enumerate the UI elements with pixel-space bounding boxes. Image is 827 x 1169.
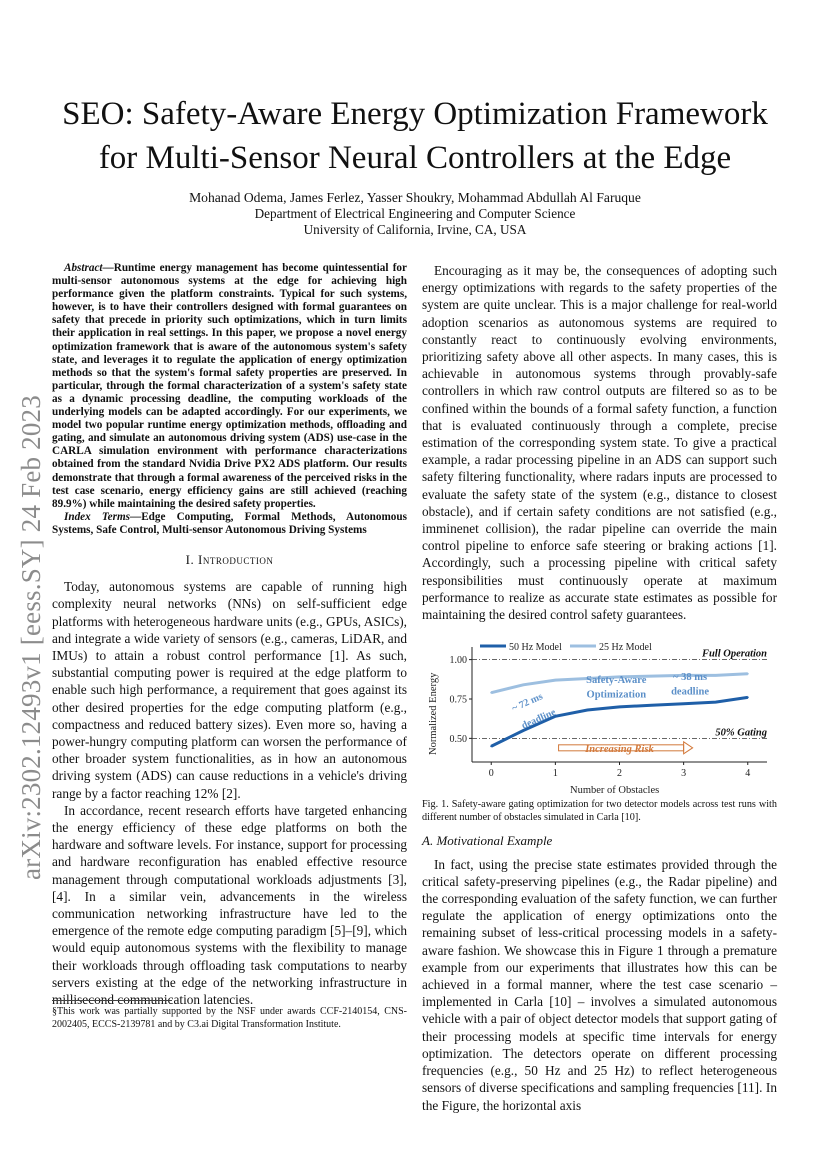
section-number: I. (185, 551, 195, 567)
abstract-text: —Runtime energy management has become quintessential for multi-sensor autonomous systems at the edge for achieving high performance given the platform constraints. Typical for such systems, however, is to have their controllers designed with formal guarantees on safety that precede in priority such optimizations, which in turn limits their application in real settings. In this paper, we propose a novel energy optimization framework that is aware of the autonomous system's safety state, and leverages it to regulate the application of energy optimization methods so that the system's formal safety properties are preserved. In particular, through the formal characterization of a system's safety state as a dynamic processing deadline, the computing workloads of the underlying models can be adapted accordingly. For our experiments, we model two popular runtime energy optimization methods, offloading and gating, and simulate an autonomous driving system (ADS) use-case in the CARLA simulation environment with performance characterizations obtained from the standard Nvidia Drive PX2 ADS platform. Our results demonstrate that through a formal awareness of the perceived risks in the test case scenario, energy efficiency gains are still achieved (reaching 89.9%) while maintaining the desired safety properties. (52, 262, 407, 510)
paper-title: SEO: Safety-Aware Energy Optimization Framework for Multi-Sensor Neural Controllers at the Edge (62, 96, 768, 176)
data-point-0-0 (490, 746, 492, 748)
footnote-rule (52, 1000, 172, 1001)
author-block (40, 190, 790, 238)
annotation-72ms-deadline: deadline (520, 707, 558, 732)
annotation-safety-aware: Safety-Aware (586, 675, 647, 687)
section-heading-introduction (52, 551, 407, 568)
index-terms-text: —Edge Computing, Formal Methods, Autonomous Systems, Safe Control, Multi-sensor Autonomous Driving Systems (52, 510, 407, 536)
risk-arrow-head (684, 742, 693, 754)
data-point-0-6 (683, 703, 685, 705)
annotation-38ms-deadline: deadline (671, 686, 710, 698)
data-point-1-7 (715, 675, 717, 677)
data-point-1-1 (522, 684, 524, 686)
annotation-72ms: ~ 72 ms (510, 691, 545, 715)
right-paragraph-2: In fact, using the precise state estimates provided through the critical safety-preserving pipelines (e.g., the Radar pipeline) and the corresponding evaluation of the safety function, we can further regulate the application of energy optimizations onto the remaining subset of less-critical processing models in a safety-aware fashion. We showcase this in Figure 1 through a premature example from our experiments that illustrates how this can be achieved in a formal manner, where the test case scenario – implemented in Carla [10] – involves a simulated autonomous vehicle with a pair of object detector models that support gating of their processing models at specific time intervals for energy optimization. The detectors operate on different processing frequencies (e.g., 50 Hz and 25 Hz) to reflect heterogeneous sensors of diverse specifications and sampling frequencies [11]. In the Figure, the horizontal axis (422, 856, 777, 1113)
section-title: Introduction (198, 551, 274, 567)
abstract-label: Abstract (64, 262, 103, 274)
x-tick-label-3: 3 (681, 768, 687, 780)
index-terms-label: Index Terms (64, 510, 131, 523)
abstract (52, 262, 407, 537)
right-column (422, 262, 777, 1114)
data-point-0-8 (747, 697, 749, 699)
authors: Mohanad Odema, James Ferlez, Yasser Shoukry, Mohammad Abdullah Al Faruque (189, 190, 641, 205)
y-tick-label-2: 1.00 (449, 655, 467, 667)
arxiv-identifier: arXiv:2302.12493v1 [eess.SY] 24 Feb 2023 (16, 395, 46, 880)
affiliation-department: Department of Electrical Engineering and Computer Science (254, 206, 576, 221)
data-point-0-4 (619, 706, 621, 708)
figure-caption: Fig. 1. Safety-aware gating optimization for two detector models across test runs with different number of obstacles simulated in Carla [10]. (422, 799, 777, 823)
subsection-heading: A. Motivational Example (422, 833, 553, 849)
x-tick-label-1: 1 (552, 768, 558, 780)
intro-paragraph-2: In accordance, recent research efforts have targeted enhancing the energy efficiency of these edge platforms on both the hardware and software levels. For instance, support for processing and hardware reconfiguration has enabled effective resource management through computational workloads adjustments [3], [4]. In a similar vein, advancements in the wireless communication networking infrastructure have led to the emergence of the remote edge computing paradigm [5]–[9], which would equip autonomous systems with the flexibility to manage their workloads through offloading task computations to nearby servers existing at the edge of the networking infrastructure in millisecond communication latencies. (52, 802, 407, 1008)
y-axis-label: Normalized Energy (428, 672, 439, 756)
data-point-0-5 (651, 705, 653, 707)
reference-label-1: 50% Gating (715, 727, 767, 739)
x-axis-label: Number of Obstacles (570, 785, 660, 797)
affiliation-university: University of California, Irvine, CA, USA (303, 222, 527, 237)
footnote: §This work was partially supported by the NSF under awards CCF-2140154, CNS-2002405, ECCS-2139781 and by C3.ai Digital Transformation Institute. (52, 1006, 407, 1030)
data-point-1-8 (747, 673, 749, 675)
y-tick-label-1: 0.75 (449, 694, 467, 706)
x-tick-label-0: 0 (488, 768, 494, 780)
figure-1 (422, 637, 777, 797)
reference-label-0: Full Operation (701, 648, 767, 660)
data-point-0-7 (715, 701, 717, 703)
annotation-increasing-risk: Increasing Risk (585, 744, 654, 756)
annotation-optimization: Optimization (586, 689, 647, 701)
y-tick-label-0: 0.50 (449, 734, 467, 746)
legend-25hz-label: 25 Hz Model (599, 642, 652, 654)
data-point-1-5 (651, 675, 653, 677)
x-tick-label-2: 2 (617, 768, 622, 780)
left-column (52, 262, 407, 1008)
data-point-1-0 (490, 692, 492, 694)
right-paragraph-1: Encouraging as it may be, the consequences of adopting such energy optimizations with regards to the safety properties of the system are quite unclear. This is a major challenge for real-world adoption scenarios as autonomous systems are required to constantly react to continuously evolving environments, prioritizing safety above all other aspects. In many cases, this is achievable in autonomous systems through provably-safe controllers in which raw control outputs are filtered so as to be confined within the bounds of a formal safety function, a function that is evaluated continuously through a complete, precise estimation of the corresponding system state. To give a practical example, a radar processing pipeline in an ADS can support such safety filtering functionality, where radars inputs are processed to evaluate the safety state of the system (e.g., distance to closest obstacle), and if certain safety conditions are not satisfied (e.g., imminenet collision), the radar pipeline can override the main control pipeline to enforce safe steering or braking actions [1]. Accordingly, such a processing pipeline with critical safety responsibilities must continuously operate at maximum performance to realize as accurate state estimates as possible for maintaining the desired control safety guarantees. (422, 263, 777, 623)
annotation-38ms: ~ 38 ms (673, 672, 708, 684)
intro-paragraph-1: Today, autonomous systems are capable of running high complexity neural networks (NNs) on self-sufficient edge platforms with heterogeneous hardware units (e.g., GPUs, ASICs), and integrate a wide variety of sensors (e.g., cameras, LiDAR, and IMUs) to attain a robust control performance [1]. As such, substantial computing power is required at the edge platform to enable such high performance, a requirement that goes against its other desired properties for the edge computing platform (e.g., compactness and reduced battery sizes). Even more so, having a power-hungry computing platform can worsen the performance of other broader system functionalities, as in how an autonomous driving system (ADS) can cause reductions in a vehicle's driving range by a factor reaching 12% [2]. (52, 579, 407, 801)
data-point-1-2 (554, 679, 556, 681)
energy-chart (422, 637, 777, 797)
x-tick-label-4: 4 (745, 768, 751, 780)
legend-50hz-label: 50 Hz Model (509, 642, 562, 654)
data-point-0-3 (586, 709, 588, 711)
